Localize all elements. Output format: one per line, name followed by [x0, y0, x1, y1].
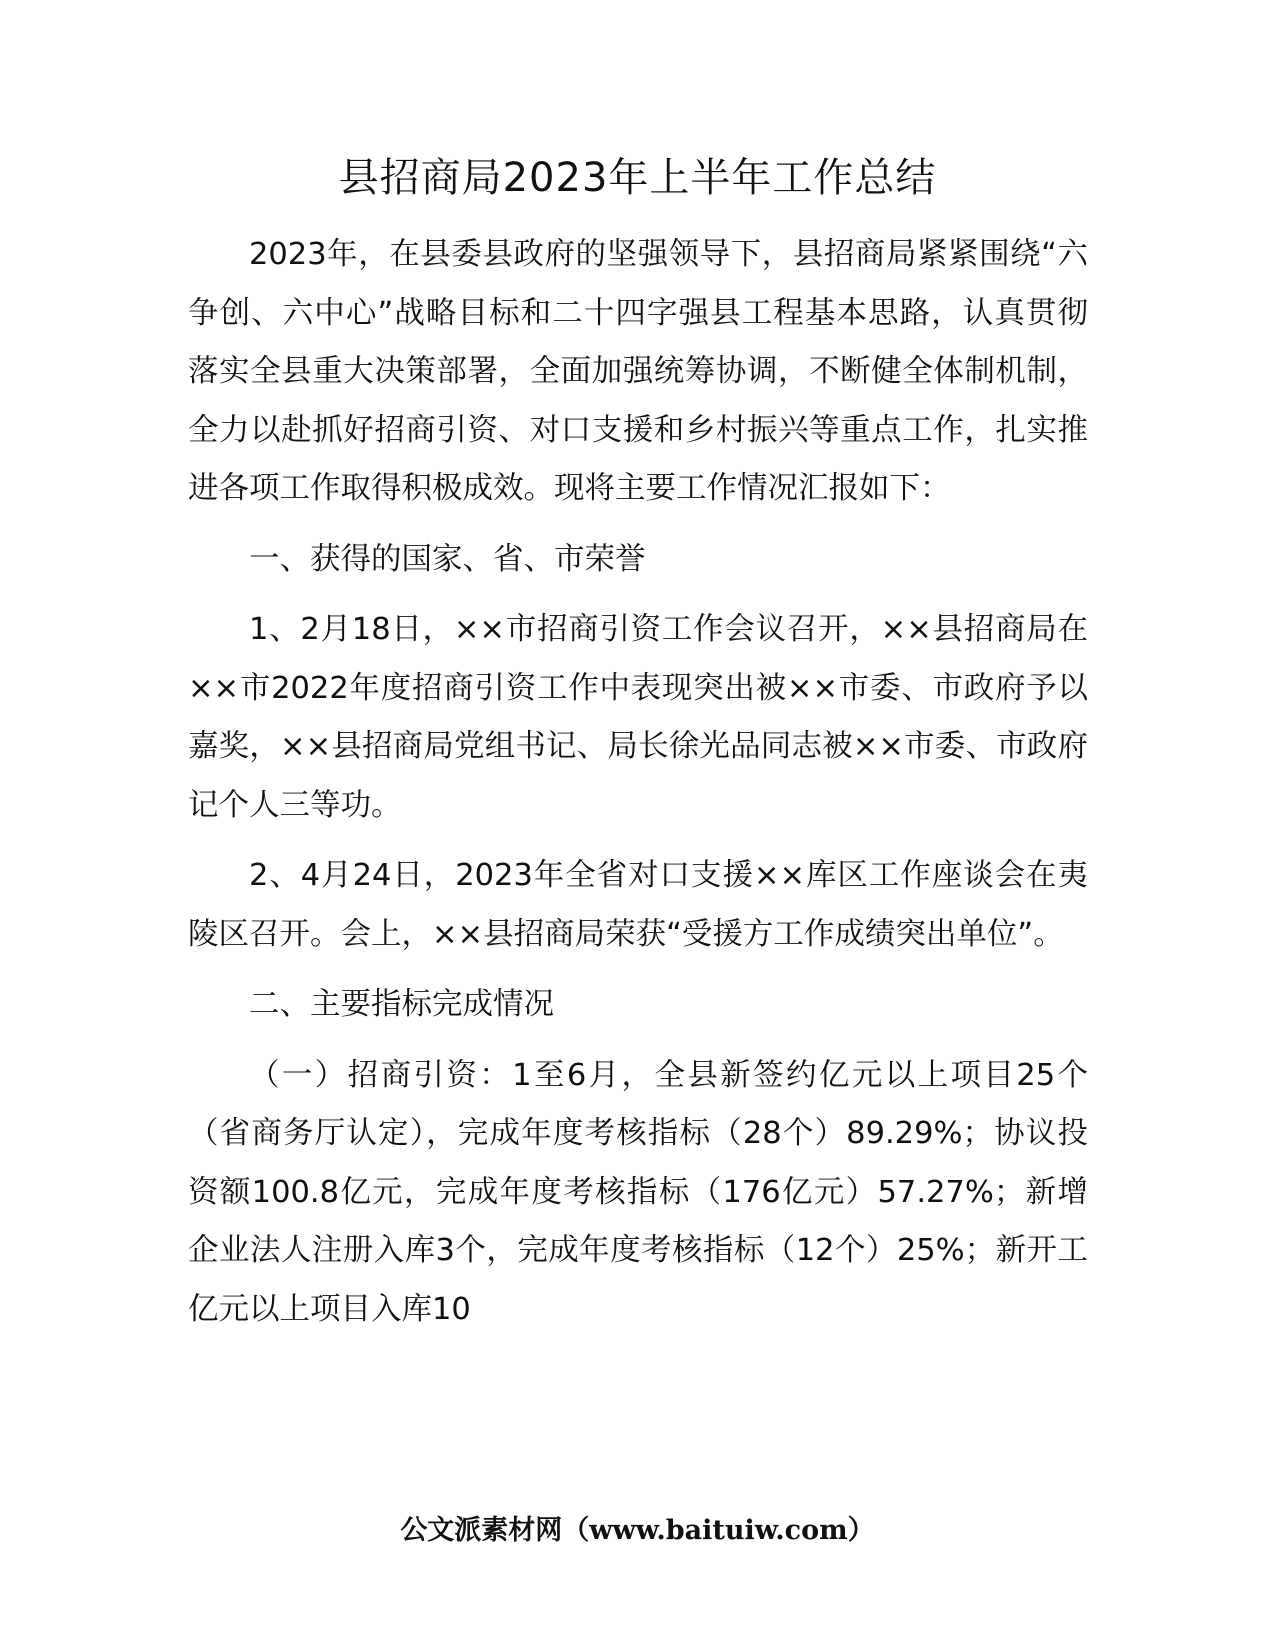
- honor-item-2: 2、4月24日，2023年全省对口支援××库区工作座谈会在夷陵区召开。会上，××县招商局荣获“受援方工作成绩突出单位”。: [188, 858, 1088, 952]
- section-heading-honors: 一、获得的国家、省、市荣誉: [249, 541, 646, 577]
- indicator-investment-paragraph: （一）招商引资：1至6月，全县新签约亿元以上项目25个（省商务厅认定），完成年度考核指标（28个）89.29%；协议投资额100.8亿元，完成年度考核指标（176亿元）57.27%；新增企业法人注册入库3个，完成年度考核指标（12个）25%；新开工亿元以上项目入库10: [188, 1057, 1088, 1327]
- document-title: 县招商局2023年上半年工作总结: [338, 155, 937, 201]
- section-heading-indicators: 二、主要指标完成情况: [249, 987, 554, 1022]
- intro-paragraph: 2023年，在县委县政府的坚强领导下，县招商局紧紧围绕“六争创、六中心”战略目标和二十四字强县工程基本思路，认真贯彻落实全县重大决策部署，全面加强统筹协调，不断健全体制机制，全力以赴抓好招商引资、对口支援和乡村振兴等重点工作，扎实推进各项工作取得积极成效。现将主要工作情况汇报如下：: [188, 237, 1088, 506]
- document-body: [188, 226, 1088, 1339]
- honor-item-1: 1、2月18日，××市招商引资工作会议召开，××县招商局在××市2022年度招商引资工作中表现突出被××市委、市政府予以嘉奖，××县招商局党组书记、局长徐光品同志被××市委、市政府记个人三等功。: [188, 612, 1088, 823]
- footer-watermark: 公文派素材网（www.baituiw.com）: [400, 1515, 875, 1546]
